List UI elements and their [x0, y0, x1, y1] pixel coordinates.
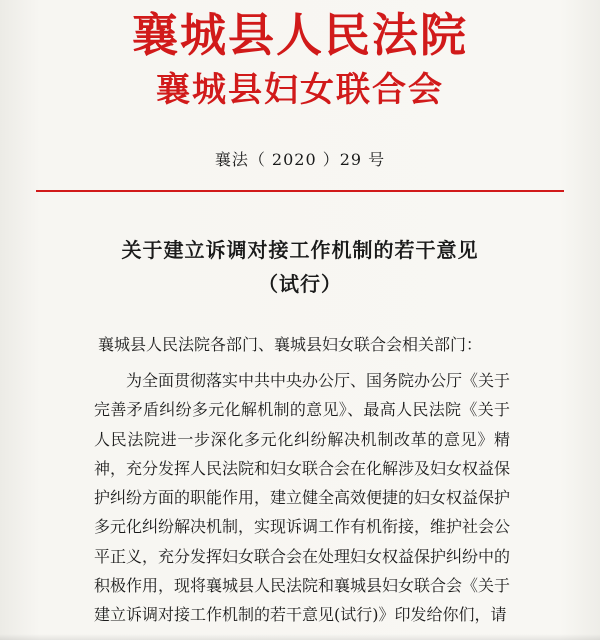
issuer-federation-name: 襄城县妇女联合会 — [156, 70, 444, 110]
issuer-court-name: 襄城县人民法院 — [132, 8, 468, 62]
addressee-line: 襄城县人民法院各部门、襄城县妇女联合会相关部门： — [98, 335, 483, 354]
document-title-trial-note: （试行） — [258, 272, 342, 296]
document-title: 关于建立诉调对接工作机制的若干意见 — [121, 238, 479, 262]
scan-edge-shadow — [0, 634, 600, 640]
red-header-rule — [36, 190, 564, 192]
document-number: 襄法（ 2020 ）29 号 — [214, 150, 386, 169]
body-paragraph: 为全面贯彻落实中共中央办公厅、国务院办公厅《关于完善矛盾纠纷多元化解机制的意见》、最高人民法院《关于人民法院进一步深化多元化纠纷解决机制改革的意见》精神，充分发挥人民法院和妇女联合会在化解涉及妇女权益保护纠纷方面的职能作用，建立健全高效便捷的妇女权益保护多元化纠纷解决机制，实现诉调工作有机衔接，维护社会公平正义，充分发挥妇女联合会在处理妇女权益保护纠纷中的积极作用，现将襄城县人民法院和襄城县妇女联合会《关于建立诉调对接工作机制的若干意见(试行)》印发给你们，请 — [94, 371, 511, 625]
